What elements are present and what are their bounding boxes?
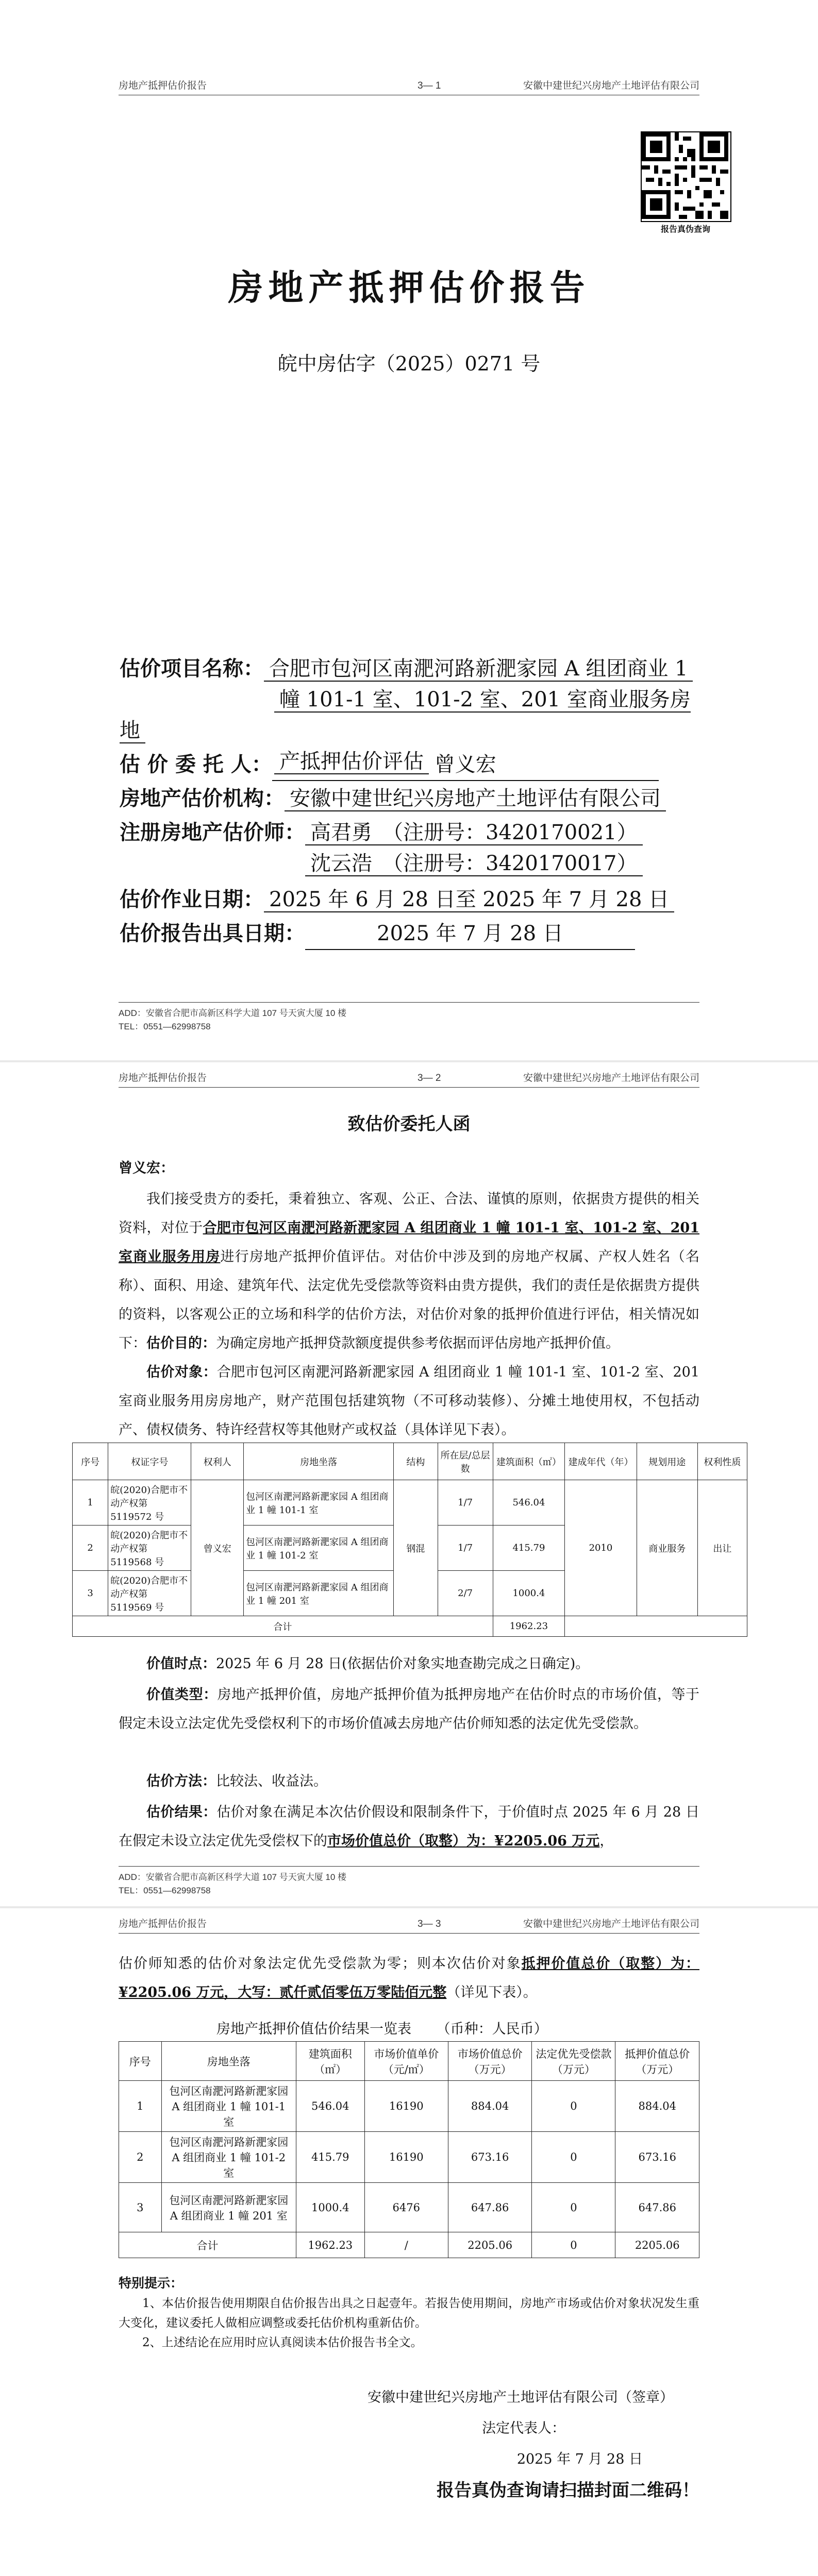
project-line1: 合肥市包河区南淝河路新淝家园 A 组团商业 1 [264,657,693,682]
header-company: 安徽中建世纪兴房地产土地评估有限公司 [523,1073,699,1083]
cell-cert: 皖(2020)合肥市不动产权第 5119568 号 [108,1526,191,1571]
footer-phone: TEL：0551—62998758 [119,1022,211,1031]
letter-title: 致估价委托人函 [347,1114,471,1134]
value-date-text: 2025 年 6 月 28 日(依据估价对象实地查勘完成之日确定)。 [216,1656,590,1672]
mortgage-text-end: （详见下表）。 [446,1985,537,2001]
col-header: 建成年代（年） [565,1443,637,1480]
cell-floor: 1/7 [438,1480,493,1526]
value-date-label: 价值时点： [146,1656,216,1672]
total-market-value: 2205.06 [448,2232,531,2258]
col-header: 结构 [394,1443,438,1480]
method-text: 比较法、收益法。 [216,1773,327,1789]
col-header: 建筑面积（㎡） [493,1443,565,1480]
col-header: 市场价值总价（万元） [448,2042,531,2081]
result-label: 估价结果： [146,1804,217,1820]
method-paragraph [119,1767,699,1796]
agency-value: 安徽中建世纪兴房地产土地评估有限公司 [285,787,666,811]
sign-representative: 法定代表人： [482,2420,565,2436]
appraiser-label: 注册房地产估价师： [120,820,305,844]
table-total-row [119,2232,699,2258]
client-value: 曾义宏 [272,749,659,781]
total-label: 合计 [73,1616,493,1637]
sign-company: 安徽中建世纪兴房地产土地评估有限公司（签章） [368,2389,674,2405]
period-label: 估价作业日期： [120,887,264,911]
page-header [119,1916,699,1934]
header-company: 安徽中建世纪兴房地产土地评估有限公司 [523,1919,699,1929]
issue-value: 2025 年 7 月 28 日 [305,918,635,950]
col-header: 房地坐落 [244,1443,394,1480]
result-text: 估价对象在满足本次估价假设和限制条件下，于价值时点 2025 年 6 月 28 日在假定未设立法定优先受偿权下的 [119,1804,700,1849]
table-row [73,1480,747,1526]
header-page-number: 3— 1 [418,80,441,91]
result-table-title: 房地产抵押价值估价结果一览表 [216,2021,411,2037]
cell-no: 2 [73,1526,108,1571]
notes-title: 特别提示： [119,2276,183,2291]
cell-cert: 皖(2020)合肥市不动产权第 5119569 号 [108,1571,191,1616]
cell-no: 1 [119,2081,162,2132]
sign-date: 2025 年 7 月 28 日 [516,2451,643,2467]
verify-hint: 报告真伪查询请扫描封面二维码！ [437,2480,699,2501]
object-paragraph [119,1358,699,1445]
col-header: 所在层/总层数 [438,1443,493,1480]
cell-location: 包河区南淝河路新淝家园 A 组团商业 1 幢 101-2 室 [244,1526,394,1571]
intro-text-2: 进行房地产抵押价值评估。对估价中涉及到的房地产权属、产权人姓名（名称）、面积、用途、建筑年代、法定优先受偿款等资料由贵方提供，我们的责任是依据贵方提供的资料，以客观公正的立场和科学的估价方法，对估价对象的抵押价值进行评估，相关情况如下： [119,1249,700,1351]
table-row [119,2132,699,2183]
cell-prior-claim: 0 [532,2132,615,2183]
cell-area: 1000.4 [296,2183,364,2232]
property-table [72,1443,747,1637]
cell-year: 2010 [565,1480,637,1616]
col-header: 法定优先受偿款（万元） [532,2042,615,2081]
col-header: 序号 [73,1443,108,1480]
total-blank [565,1616,747,1637]
footer-phone: TEL：0551—62998758 [119,1886,211,1895]
value-date-paragraph [119,1650,699,1679]
cell-area: 1000.4 [493,1571,565,1616]
col-header: 序号 [119,2042,162,2081]
cell-market-value: 673.16 [448,2132,531,2183]
agency-label: 房地产估价机构： [120,786,285,810]
cell-mortgage-value: 673.16 [615,2132,699,2183]
value-type-label: 价值类型： [146,1687,218,1703]
page-footer [119,1002,699,1033]
cell-area: 546.04 [296,2081,364,2132]
project-line2: 幢 101-1 室、101-2 室、201 室商业服务房地 [120,688,691,742]
col-header: 抵押价值总价（万元） [615,2042,699,2081]
total-label: 合计 [119,2232,296,2258]
footer-address: ADD：安徽省合肥市高新区科学大道 107 号天寅大厦 10 楼 [119,1872,347,1882]
table-header-row [119,2042,699,2081]
col-header: 房地坐落 [161,2042,296,2081]
total-area: 1962.23 [296,2232,364,2258]
cell-structure: 钢混 [394,1480,438,1616]
mortgage-value-paragraph [119,1950,699,2007]
note-1: 1、本估价报告使用期限自估价报告出具之日起壹年。若报告使用期间，房地产市场或估价对象状况发生重大变化，建议委托人做相应调整或委托估价机构重新估价。 [119,2297,699,2330]
purpose-label: 估价目的： [146,1335,216,1351]
header-title: 房地产抵押估价报告 [119,1919,207,1929]
method-label: 估价方法： [146,1773,216,1789]
valuation-result-table [119,2041,699,2258]
period-field [120,884,674,915]
cell-prior-claim: 0 [532,2183,615,2232]
col-header: 权利人 [191,1443,244,1480]
col-header: 市场价值单价（元/㎡） [364,2042,448,2081]
cell-floor: 1/7 [438,1526,493,1571]
client-label: 估 价 委 托 人： [120,752,272,776]
cell-market-value: 647.86 [448,2183,531,2232]
qr-caption: 报告真伪查询 [660,225,710,234]
cell-nature: 出让 [697,1480,747,1616]
cell-use: 商业服务 [637,1480,697,1616]
cell-unit-price: 16190 [364,2081,448,2132]
object-label: 估价对象： [146,1364,217,1380]
total-unit: / [364,2232,448,2258]
client-field [120,749,659,781]
page-header [119,1070,699,1088]
object-text: 合肥市包河区南淝河路新淝家园 A 组团商业 1 幢 101-1 室、101-2 室、201 室商业服务用房房地产，财产范围包括建筑物（不可移动装修）、分摊土地使用权，不包括动产、债权债务、特许经营权等其他财产或权益（具体详见下表）。 [119,1364,700,1438]
cell-no: 3 [119,2183,162,2232]
table-row [119,2183,699,2232]
project-label: 估价项目名称： [120,656,264,681]
cell-mortgage-value: 647.86 [615,2183,699,2232]
cell-area: 546.04 [493,1480,565,1526]
purpose-paragraph [119,1329,699,1358]
cell-area: 415.79 [296,2132,364,2183]
table-total-row [73,1616,747,1637]
appraiser-field [120,817,643,879]
qr-code-icon[interactable] [641,131,731,222]
cell-location: 包河区南淝河路新淝家园 A 组团商业 1 幢 101-1 室 [244,1480,394,1526]
appraiser-1: 高君勇 （注册号：3420170021） [305,821,643,845]
result-paragraph [119,1798,699,1856]
intro-text: 我们接受贵方的委托，秉着独立、客观、公正、合法、谨慎的原则，依据贵方提供的相关资料，对位于 [119,1191,699,1236]
total-mortgage-value: 2205.06 [615,2232,699,2258]
cell-unit-price: 6476 [364,2183,448,2232]
cell-location: 包河区南淝河路新淝家园 A 组团商业 1 幢 201 室 [244,1571,394,1616]
header-page-number: 3— 3 [418,1919,441,1929]
cell-location: 包河区南淝河路新淝家园 A 组团商业 1 幢 101-2 室 [161,2132,296,2183]
table-row [119,2081,699,2132]
intro-address: 合肥市包河区南淝河路新淝家园 A 组团商业 1 幢 101-1 室、101-2 室、201 室商业服务用房 [119,1220,700,1265]
signature-block [119,2382,699,2506]
total-area: 1962.23 [493,1616,565,1637]
cell-no: 2 [119,2132,162,2183]
page-footer [119,1866,699,1897]
appraiser-2: 沈云浩 （注册号：3420170017） [305,852,643,876]
header-page-number: 3— 2 [418,1073,441,1083]
currency-note: （币种：人民币） [436,2021,548,2037]
result-market-value: 市场价值总价（取整）为：¥2205.06 万元 [327,1833,600,1849]
report-number: 皖中房估字（2025）0271 号 [277,352,541,375]
issue-field [120,918,635,950]
mortgage-text: 估价师知悉的估价对象法定优先受偿款为零；则本次估价对象 [119,1956,522,1972]
cell-cert: 皖(2020)合肥市不动产权第 5119572 号 [108,1480,191,1526]
agency-field [120,783,666,814]
results-page [0,1908,818,2576]
header-title: 房地产抵押估价报告 [119,80,207,91]
value-type-paragraph [119,1681,699,1738]
cell-location: 包河区南淝河路新淝家园 A 组团商业 1 幢 201 室 [161,2183,296,2232]
project-line3: 产抵押估价评估 [274,750,429,774]
col-header: 权证字号 [108,1443,191,1480]
result-table-caption [216,2018,548,2038]
col-header: 规划用途 [637,1443,697,1480]
salutation: 曾义宏： [119,1160,174,1176]
col-header: 权利性质 [697,1443,747,1480]
col-header: 建筑面积（㎡） [296,2042,364,2081]
cell-mortgage-value: 884.04 [615,2081,699,2132]
cell-owner: 曾义宏 [191,1480,244,1616]
note-2: 2、上述结论在应用时应认真阅读本估价报告书全文。 [142,2336,423,2349]
cell-no: 1 [73,1480,108,1526]
cell-no: 3 [73,1571,108,1616]
mortgage-value-total: 抵押价值总价（取整）为：¥2205.06 万元，大写：贰仟贰佰零伍万零陆佰元整 [119,1956,699,2001]
result-text-end: ， [599,1833,614,1849]
page-header [119,77,699,95]
cell-location: 包河区南淝河路新淝家园 A 组团商业 1 幢 101-1 室 [161,2081,296,2132]
footer-address: ADD：安徽省合肥市高新区科学大道 107 号天寅大厦 10 楼 [119,1008,347,1018]
cell-unit-price: 16190 [364,2132,448,2183]
purpose-text: 为确定房地产抵押贷款额度提供参考依据而评估房地产抵押价值。 [216,1335,620,1351]
table-header-row [73,1443,747,1480]
period-value: 2025 年 6 月 28 日至 2025 年 7 月 28 日 [264,888,674,912]
cell-floor: 2/7 [438,1571,493,1616]
header-company: 安徽中建世纪兴房地产土地评估有限公司 [523,80,699,91]
report-title: 房地产抵押估价报告 [228,267,590,309]
issue-label: 估价报告出具日期： [120,921,305,945]
cell-prior-claim: 0 [532,2081,615,2132]
cell-area: 415.79 [493,1526,565,1571]
cover-page [0,0,818,1060]
header-title: 房地产抵押估价报告 [119,1073,207,1083]
value-type-text: 房地产抵押价值，房地产抵押价值为抵押房地产在估价时点的市场价值，等于假定未设立法定优先受偿权利下的市场价值减去房地产估价师知悉的法定优先受偿款。 [119,1687,700,1732]
total-prior-claim: 0 [532,2232,615,2258]
cell-market-value: 884.04 [448,2081,531,2132]
